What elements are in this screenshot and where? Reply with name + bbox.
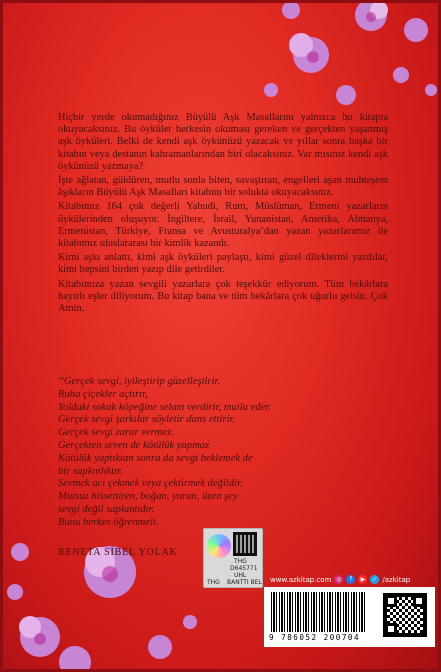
intro-paragraph: Kimi aşkı anlattı, kimi aşk öyküleri paylaştı, kimi güzel dileklerini yazdılar, kimi hepsini birden yazıp dile getirdiler. <box>58 252 388 276</box>
author-name: RENETA SİBEL YOLAK <box>58 547 178 558</box>
sticker-code-bottom-right: BANTTI BEL <box>227 579 262 586</box>
poem-line: Bunu herkes öğrenmeli. <box>58 516 159 528</box>
sticker-code-number: D645771 <box>230 565 258 572</box>
poem-line: bir sapkınlıktır. <box>58 465 123 477</box>
poem-line: sevgi değil saplantıdır. <box>58 503 155 515</box>
isbn-digits: 9 786052 200704 <box>269 633 361 642</box>
intro-paragraph: Kitabımıza yazan sevgili yazarlara çok teşekkür ediyorum. Tüm bekârlara hayırlı eşler diliyorum. Bu kitap bana ve tüm bekârlara çok uğurlu gelsin. Çok Amin. <box>58 278 388 315</box>
isbn-barcode <box>271 592 367 632</box>
sticker-code-bottom-left: THG <box>207 579 220 586</box>
poem-line: Gerçekten seven de kötülük yapmaz <box>58 439 210 451</box>
intro-paragraph: İşte ağlatan, güldüren, mutlu sonla biten, savaştıran, engelleri aşan muhteşem âşıkların Büyülü Aşk Masalları kitabını bir solukta okuyacaksınız. <box>58 175 388 199</box>
intro-text <box>58 112 388 317</box>
poem-line: Gerçek sevgi şarkılar söyletir dans ettirir. <box>58 414 236 426</box>
poem-line: Ruha çiçekler açtırır, <box>58 388 148 400</box>
website-text: www.azkitap.com <box>270 575 332 584</box>
poem-line: Gerçek sevgi zarar vermez. <box>58 427 174 439</box>
poem-line: Sevmek acı çekmek veya çektirmek değildir. <box>58 478 243 490</box>
ministry-sticker <box>203 528 263 588</box>
sticker-qr-icon <box>233 532 257 556</box>
youtube-icon: ▶ <box>358 575 367 584</box>
publisher-qr-code <box>383 593 427 637</box>
poem-quote <box>58 376 358 530</box>
hologram-icon <box>207 534 231 558</box>
poem-line: Mutsuz hissettiren, boğan, yoran, üzen şey <box>58 491 238 503</box>
instagram-icon: ◎ <box>336 576 342 583</box>
facebook-icon: f <box>346 575 355 584</box>
intro-paragraph: Kitabımız 164 çok değerli Yahudi, Rum, Müslüman, Ermeni yazarların öykülerinden oluşuyor. İngiltere, İsrail, Yunanistan, Amerika, Almanya, Ermenistan, Türkiye, Fransa ve Avusturalya’dan yazan yazarlarımız ile kitabımız uluslararası bir kimlik kazandı. <box>58 201 388 250</box>
sticker-code-suffix: UHL <box>234 572 247 579</box>
sticker-code-top: THG <box>234 558 247 565</box>
poem-line: Kötülük yaptıktan sonra da sevgi beklemek de <box>58 452 253 464</box>
intro-paragraph: Hiçbir yerde okumadığınız Büyülü Aşk Masallarını yalnızca bu kitapta okuyacaksınız. Bu öyküler herkesin okuması gereken ve gerçekten yaşanmış aşk öyküleri. Belki de kendi aşk öykünüzü yazacak ve yıllar sonra başka bir kitabın veya destanın kahramanlarından biri olacaksınız. Var mısınız kendi aşk öykünüzü yazmaya? <box>58 112 388 172</box>
barcode-area <box>264 587 435 647</box>
twitter-icon: ✓ <box>372 576 378 583</box>
poem-line: “Gerçek sevgi, iyileştirip güzelleştirir. <box>58 376 221 387</box>
poem-line: Yoldaki sokak köpeğine selam verdirir, mutlu eder. <box>58 401 271 413</box>
social-handle: /azkitap <box>382 575 411 584</box>
publisher-web-line <box>270 575 425 584</box>
